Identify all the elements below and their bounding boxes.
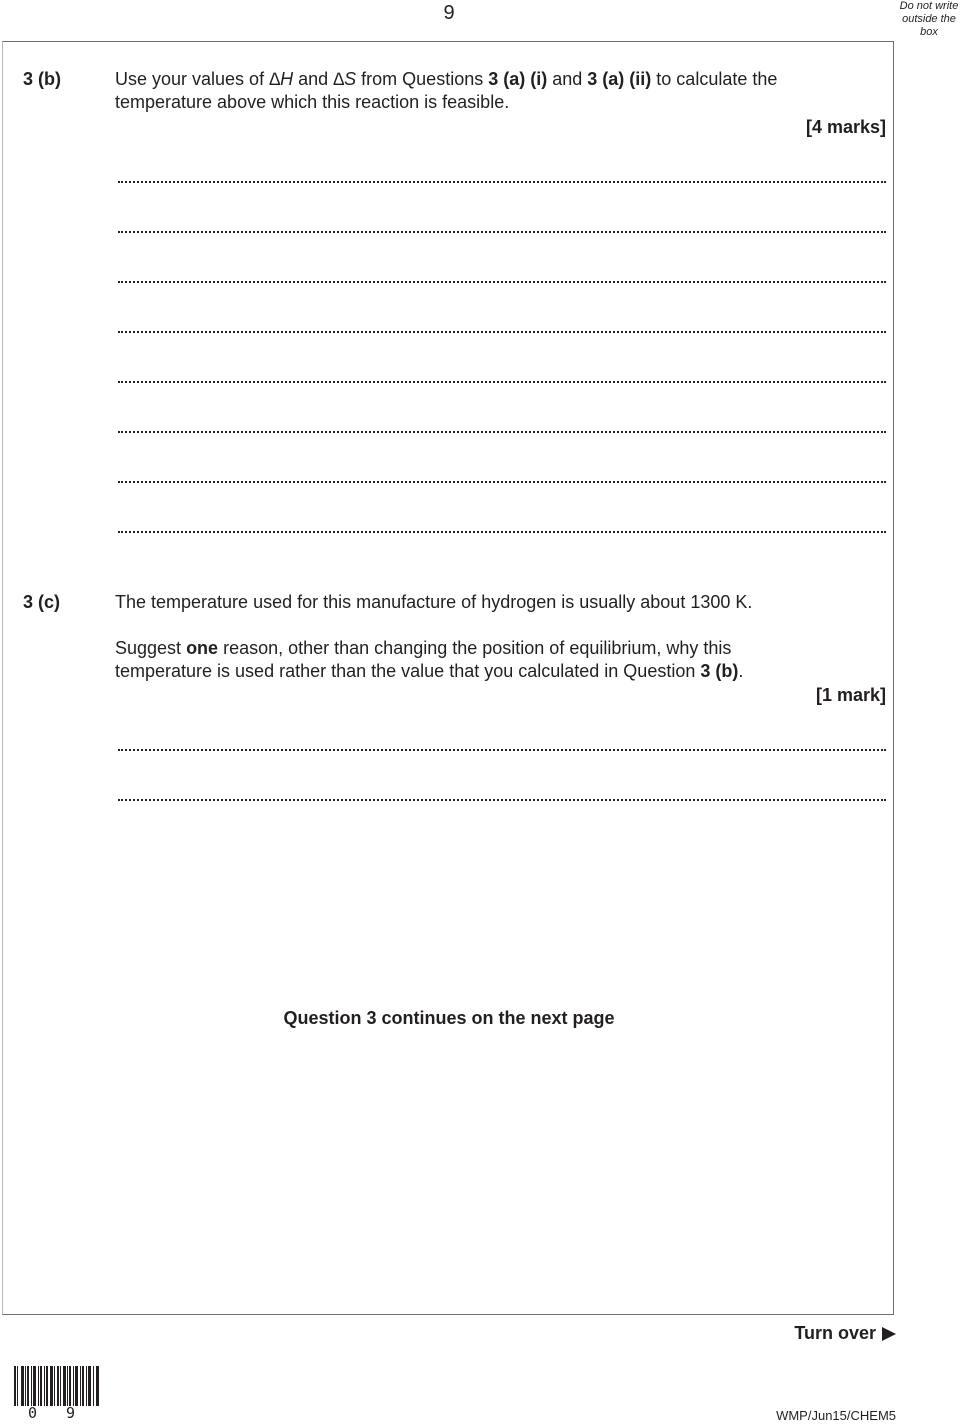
delta-s-symbol: ∆S [333,69,357,89]
barcode [14,1366,99,1406]
page-number: 9 [443,2,455,24]
question-ref: 3 (a) (i) [488,69,548,89]
page-code: 0 9 [28,1404,86,1422]
continue-notice: Question 3 continues on the next page [283,1008,615,1028]
answer-line[interactable] [118,529,886,533]
question-ref: 3 (a) (ii) [587,69,652,89]
paper-code: WMP/Jun15/CHEM5 [776,1408,896,1423]
question-number-3b: 3 (b) [23,69,61,89]
margin-note: Do not write outside the box [899,0,959,38]
answer-line[interactable] [118,379,886,383]
answer-line[interactable] [118,279,886,283]
answer-line[interactable] [118,479,886,483]
question-3b-text: Use your values of ∆H and ∆S from Questions 3 (a) (i) and 3 (a) (ii) to calculate the temperature above which this reaction is feasible. [115,69,778,112]
answer-line[interactable] [118,179,886,183]
marks-3c: [1 mark] [815,685,886,705]
answer-line[interactable] [118,797,886,801]
delta-h-symbol: ∆H [269,69,294,89]
question-3c-text: Suggest one reason, other than changing the position of equilibrium, why this temperature is used rather than the value that you calculated in Question 3 (b). [115,638,744,681]
answer-line[interactable] [118,329,886,333]
marks-3b: [4 marks] [805,117,886,137]
question-ref: 3 (b) [700,661,739,681]
question-3c-statement: The temperature used for this manufacture of hydrogen is usually about 1300 K. [115,592,753,612]
arrow-right-icon [882,1327,896,1341]
answer-line[interactable] [118,429,886,433]
question-number-3c: 3 (c) [23,592,61,612]
answer-line[interactable] [118,229,886,233]
turn-over: Turn over [794,1323,896,1344]
emphasis-one: one [186,638,219,658]
answer-line[interactable] [118,747,886,751]
